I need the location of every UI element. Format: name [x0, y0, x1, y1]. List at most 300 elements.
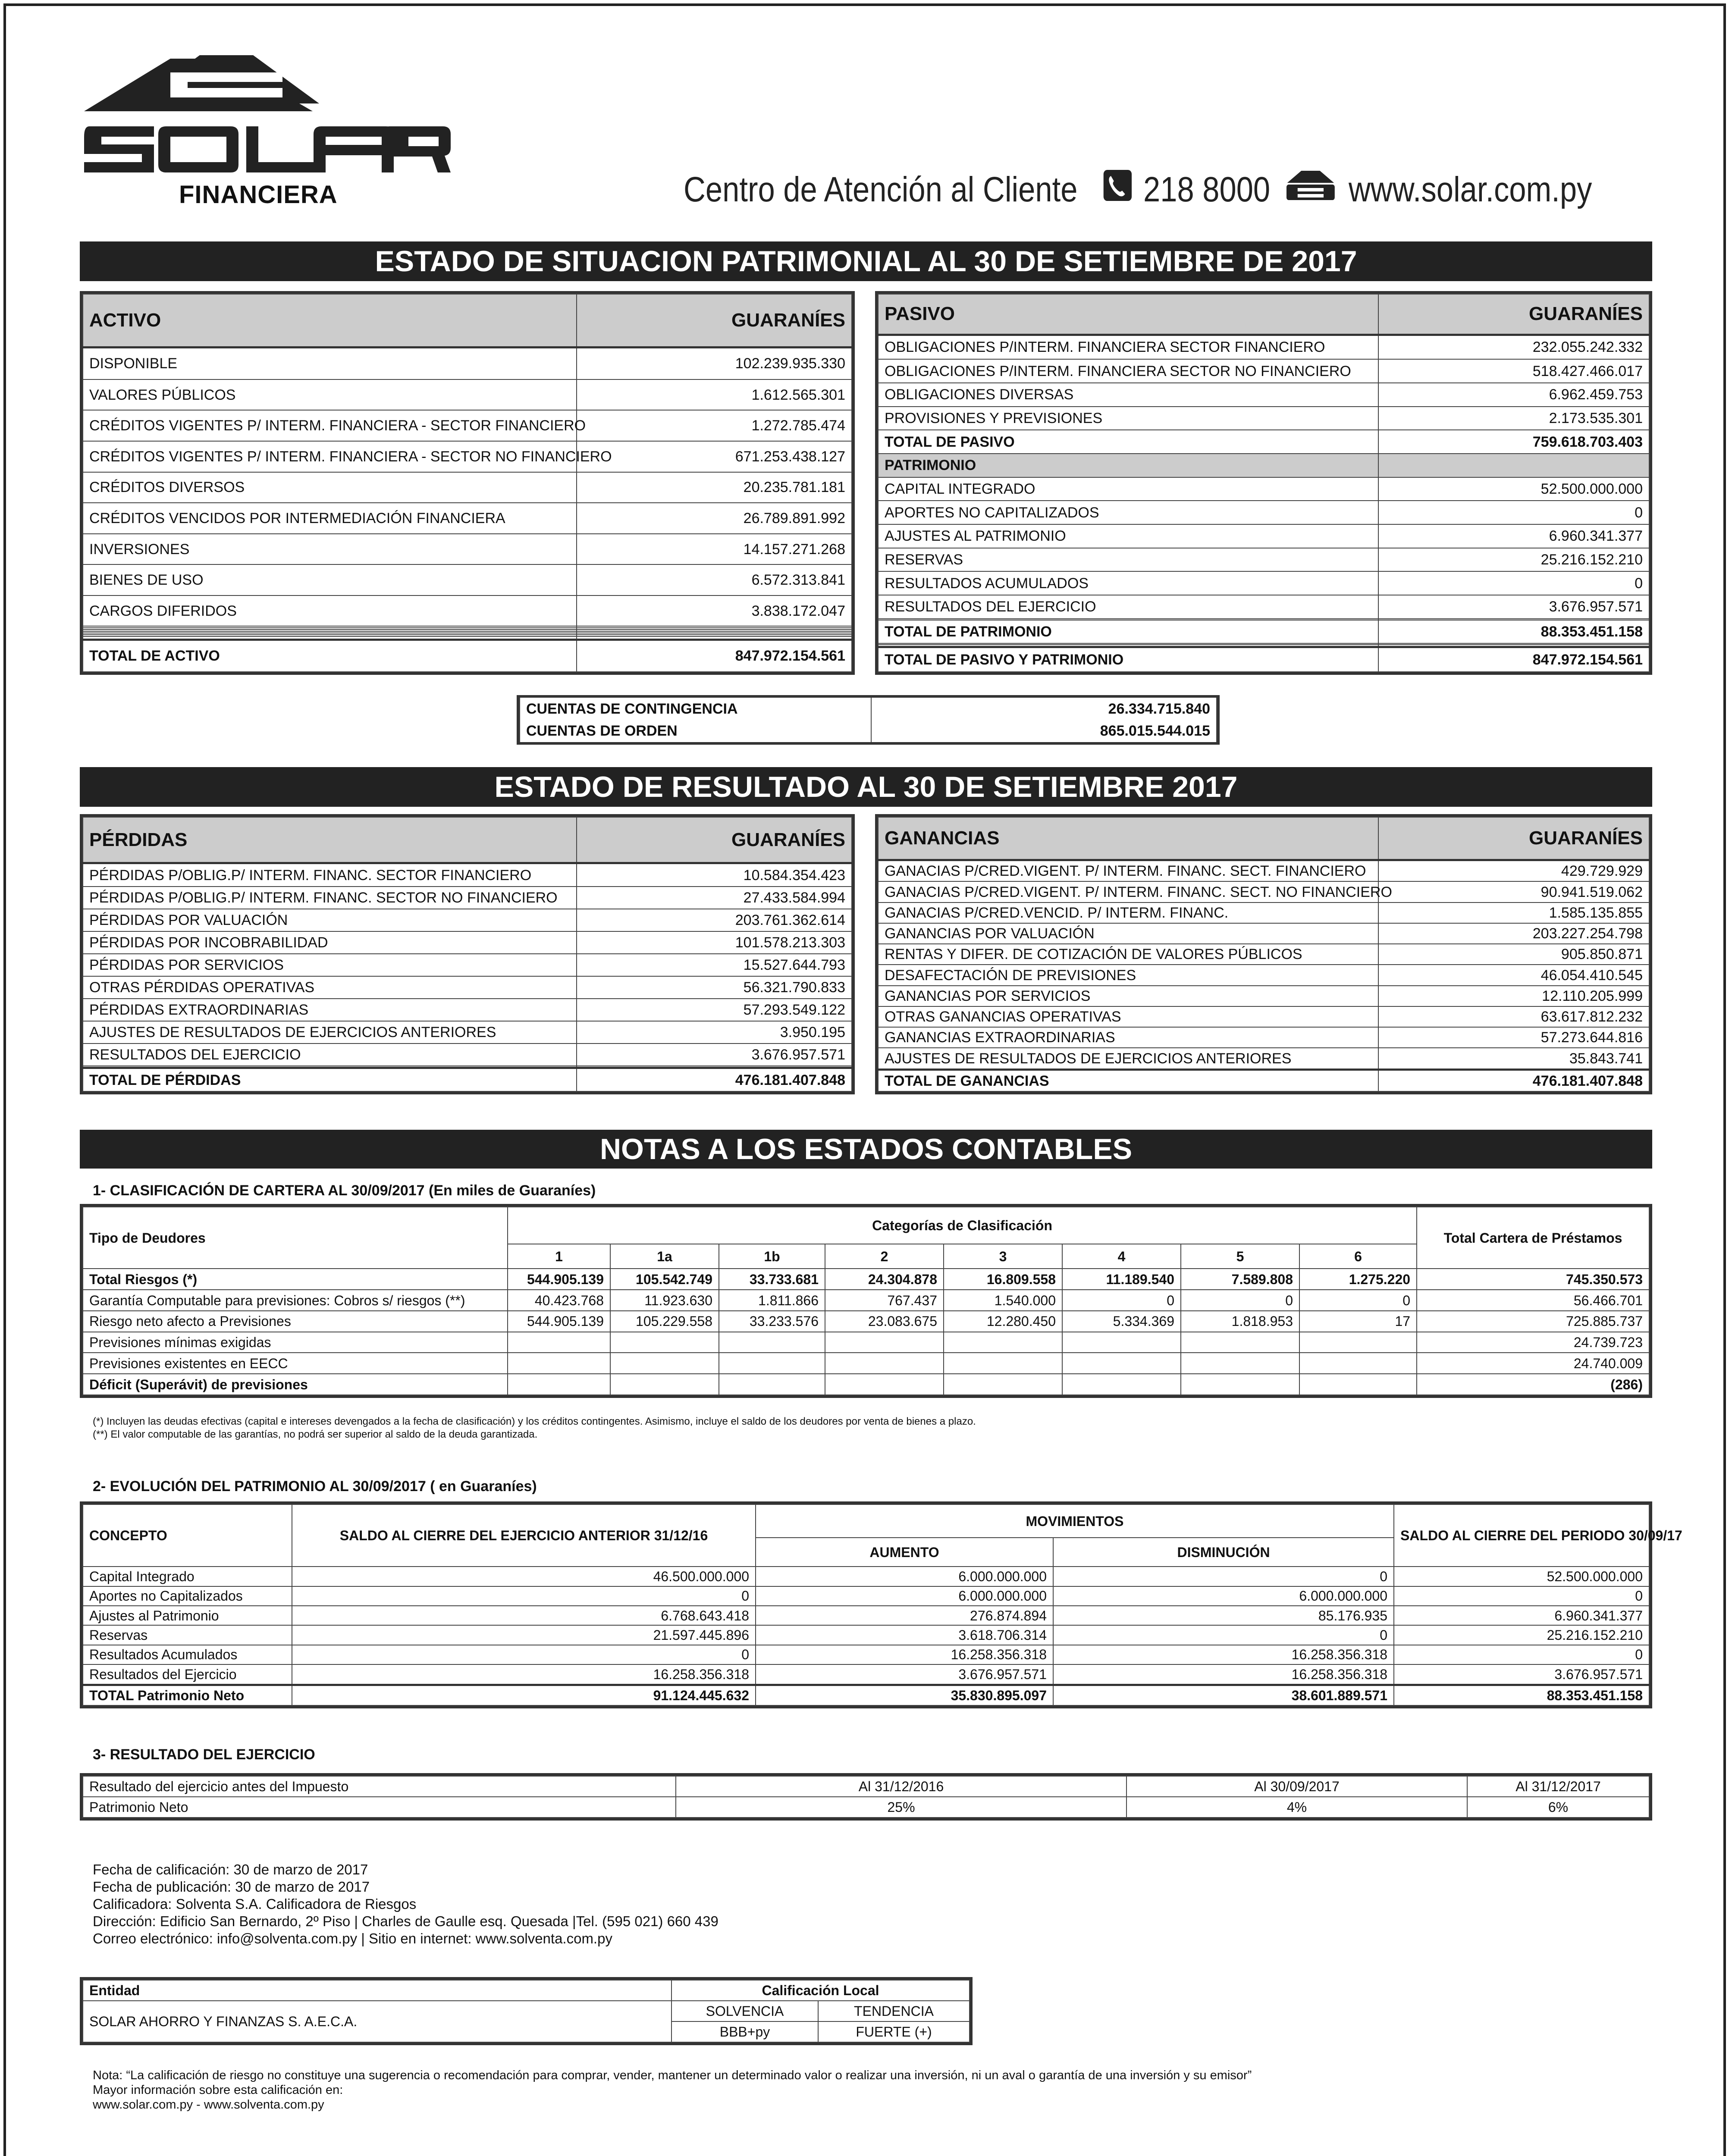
total-row [83, 1685, 1649, 1705]
table-row [83, 564, 852, 595]
row-value: 46.054.410.545 [1378, 965, 1649, 985]
row-label: OBLIGACIONES DIVERSAS [878, 383, 1378, 407]
ejercicio-label-2: Patrimonio Neto [83, 1797, 676, 1818]
row-value [1181, 1332, 1299, 1353]
table-row [83, 347, 852, 379]
total-label: TOTAL Patrimonio Neto [83, 1685, 292, 1705]
row-value: 20.235.781.181 [577, 472, 852, 503]
balance-title-banner [80, 241, 1652, 281]
cartera-footnote-2: (**) El valor computable de las garantías, no podrá ser superior al saldo de la deuda garantizada. [93, 1429, 538, 1440]
table-row [878, 477, 1649, 501]
row-value: 16.809.558 [944, 1269, 1062, 1290]
row-label: OBLIGACIONES P/INTERM. FINANCIERA SECTOR FINANCIERO [878, 335, 1378, 359]
row-value: 7.589.808 [1181, 1269, 1299, 1290]
total-value: 847.972.154.561 [577, 639, 852, 672]
table-row [83, 887, 852, 909]
row-value: 6.000.000.000 [1053, 1586, 1394, 1606]
table-row [83, 1269, 1649, 1290]
row-value: 0 [292, 1586, 756, 1606]
resultado-title-banner [80, 767, 1652, 807]
calif-col-local: Calificación Local [671, 1980, 970, 2001]
ganancias-currency: GUARANÍES [1378, 817, 1649, 860]
row-value: 1.540.000 [944, 1290, 1062, 1311]
pasivo-currency: GUARANÍES [1378, 294, 1649, 335]
signature-block [1294, 2152, 1535, 2156]
solar-house-icon [84, 51, 451, 180]
cuenta-label: CUENTAS DE ORDEN [520, 720, 871, 743]
row-value: 1.811.866 [719, 1290, 825, 1311]
patrimonio-title: 2- EVOLUCIÓN DEL PATRIMONIO AL 30/09/2017 ( en Guaraníes) [93, 1478, 537, 1495]
contact-label: Centro de Atención al Cliente [684, 170, 1078, 209]
total-value: 88.353.451.158 [1394, 1685, 1649, 1705]
row-value: 0 [1378, 571, 1649, 595]
row-value: 0 [1181, 1290, 1299, 1311]
row-value: 88.353.451.158 [1378, 620, 1649, 644]
row-value [610, 1332, 719, 1353]
nota-line: www.solar.com.py - www.solventa.com.py [93, 2098, 324, 2112]
row-label: Resultados Acumulados [83, 1645, 292, 1664]
table-row [878, 524, 1649, 548]
row-label: TOTAL DE PASIVO [878, 430, 1378, 454]
brand-subtitle: FINANCIERA [179, 181, 338, 209]
row-label: AJUSTES DE RESULTADOS DE EJERCICIOS ANTERIORES [83, 1021, 577, 1044]
cartera-footnote-1: (*) Incluyen las deudas efectivas (capital e intereses devengados a la fecha de clasificación) y los créditos contingentes. Asimismo, incluye el saldo de los deudores por venta de bienes a plazo. [93, 1416, 976, 1427]
calif-col-solvencia: SOLVENCIA [671, 2001, 818, 2021]
category-header: 1a [610, 1244, 719, 1269]
row-value: 1.275.220 [1299, 1269, 1417, 1290]
table-row [83, 1374, 1649, 1395]
table-row [83, 976, 852, 999]
cuenta-label: CUENTAS DE CONTINGENCIA [520, 698, 871, 720]
activo-header: ACTIVO [83, 294, 577, 347]
table-row [878, 965, 1649, 985]
category-header: 4 [1062, 1244, 1181, 1269]
handwritten-signature-3 [983, 2152, 1156, 2156]
row-label: DISPONIBLE [83, 347, 577, 379]
total-row [83, 639, 852, 672]
table-row [878, 923, 1649, 944]
table-row [83, 1645, 1649, 1664]
row-label: PROVISIONES Y PREVISIONES [878, 407, 1378, 430]
cuentas-table [517, 695, 1220, 745]
row-value: 11.923.630 [610, 1290, 719, 1311]
ejercicio-period-2: Al 30/09/2017 [1126, 1776, 1467, 1797]
row-label: AJUSTES AL PATRIMONIO [878, 524, 1378, 548]
row-value: 6.960.341.377 [1378, 524, 1649, 548]
activo-currency: GUARANÍES [577, 294, 852, 347]
row-value: 24.304.878 [825, 1269, 944, 1290]
row-value: 10.584.354.423 [577, 863, 852, 887]
patrimonio-col-saldo-ant: SALDO AL CIERRE DEL EJERCICIO ANTERIOR 31/12/16 [292, 1504, 756, 1567]
row-label: Riesgo neto afecto a Previsiones [83, 1311, 508, 1332]
row-label: INVERSIONES [83, 534, 577, 565]
total-value: 91.124.445.632 [292, 1685, 756, 1705]
row-value: 101.578.213.303 [577, 931, 852, 954]
row-label: PÉRDIDAS POR VALUACIÓN [83, 909, 577, 931]
row-value: 759.618.703.403 [1378, 430, 1649, 454]
row-value: 6.000.000.000 [756, 1586, 1053, 1606]
row-value: 3.838.172.047 [577, 595, 852, 627]
row-label: TOTAL DE PATRIMONIO [878, 620, 1378, 644]
row-value: 11.189.540 [1062, 1269, 1181, 1290]
row-value: 46.500.000.000 [292, 1567, 756, 1586]
table-row [83, 1625, 1649, 1645]
table-row [878, 944, 1649, 965]
total-row [878, 1070, 1649, 1091]
row-value [508, 1332, 610, 1353]
calificacion-info [93, 1861, 719, 1947]
row-label: CRÉDITOS VIGENTES P/ INTERM. FINANCIERA - SECTOR FINANCIERO [83, 410, 577, 441]
row-value: 52.500.000.000 [1394, 1567, 1649, 1586]
row-value: 0 [292, 1645, 756, 1664]
row-value: 35.843.741 [1378, 1048, 1649, 1069]
row-value: 52.500.000.000 [1378, 477, 1649, 501]
row-value: 90.941.519.062 [1378, 881, 1649, 902]
row-label: PÉRDIDAS P/OBLIG.P/ INTERM. FINANC. SECTOR NO FINANCIERO [83, 887, 577, 909]
table-row [83, 1290, 1649, 1311]
row-value: 33.733.681 [719, 1269, 825, 1290]
handwritten-signature-2 [625, 2152, 806, 2156]
row-label: GANACIAS P/CRED.VIGENT. P/ INTERM. FINANC. SECT. FINANCIERO [878, 860, 1378, 881]
row-label: AJUSTES DE RESULTADOS DE EJERCICIOS ANTERIORES [878, 1048, 1378, 1069]
total-row [878, 647, 1649, 672]
row-value [944, 1332, 1062, 1353]
row-value: 0 [1378, 501, 1649, 524]
row-value: 16.258.356.318 [1053, 1645, 1394, 1664]
table-row [83, 1021, 852, 1044]
row-value: 16.258.356.318 [1053, 1664, 1394, 1685]
calif-col-entidad: Entidad [83, 1980, 671, 2001]
row-value: 85.176.935 [1053, 1606, 1394, 1625]
cuenta-value: 26.334.715.840 [871, 698, 1217, 720]
table-row [83, 1586, 1649, 1606]
table-row [878, 501, 1649, 524]
row-value: 1.612.565.301 [577, 379, 852, 411]
row-label: OBLIGACIONES P/INTERM. FINANCIERA SECTOR NO FINANCIERO [878, 359, 1378, 383]
row-value: 14.157.271.268 [577, 534, 852, 565]
table-row [83, 1311, 1649, 1332]
row-value: 767.437 [825, 1290, 944, 1311]
category-header: 5 [1181, 1244, 1299, 1269]
row-label: PATRIMONIO [878, 454, 1378, 477]
row-value: 57.273.644.816 [1378, 1027, 1649, 1048]
table-row [878, 595, 1649, 619]
row-value: 544.905.139 [508, 1311, 610, 1332]
row-label: RESULTADOS DEL EJERCICIO [83, 1044, 577, 1066]
row-label: GANACIAS P/CRED.VIGENT. P/ INTERM. FINANC. SECT. NO FINANCIERO [878, 881, 1378, 902]
total-value: 847.972.154.561 [1378, 647, 1649, 672]
table-row [83, 636, 852, 639]
row-total: 56.466.701 [1417, 1290, 1649, 1311]
row-label: PÉRDIDAS POR INCOBRABILIDAD [83, 931, 577, 954]
row-value [719, 1353, 825, 1374]
table-row [83, 954, 852, 976]
row-total: 725.885.737 [1417, 1311, 1649, 1332]
row-value [719, 1374, 825, 1395]
category-header: 3 [944, 1244, 1062, 1269]
table-row [83, 595, 852, 627]
row-label [83, 636, 577, 639]
row-value [825, 1374, 944, 1395]
pasivo-table [875, 291, 1652, 675]
row-value [825, 1353, 944, 1374]
table-row [878, 335, 1649, 359]
cartera-col-tipo: Tipo de Deudores [83, 1207, 508, 1269]
row-label: Resultados del Ejercicio [83, 1664, 292, 1685]
row-value: 671.253.438.127 [577, 441, 852, 472]
row-value: 17 [1299, 1311, 1417, 1332]
row-value: 3.676.957.571 [1378, 595, 1649, 619]
row-value: 3.676.957.571 [577, 1044, 852, 1066]
resultado-title: ESTADO DE RESULTADO AL 30 DE SETIEMBRE 2017 [494, 771, 1238, 803]
row-label: RESULTADOS DEL EJERCICIO [878, 595, 1378, 619]
row-value [1299, 1353, 1417, 1374]
row-label: PÉRDIDAS EXTRAORDINARIAS [83, 999, 577, 1021]
table-row [878, 903, 1649, 923]
handwritten-signature-4 [1324, 2152, 1505, 2156]
row-value [508, 1374, 610, 1395]
table-row [83, 1332, 1649, 1353]
cartera-table [80, 1204, 1652, 1398]
total-value: 476.181.407.848 [1378, 1070, 1649, 1091]
calif-entidad: SOLAR AHORRO Y FINANZAS S. A.E.C.A. [83, 2001, 671, 2042]
row-value: 21.597.445.896 [292, 1625, 756, 1645]
perdidas-table [80, 814, 855, 1094]
table-row [83, 863, 852, 887]
row-value: 15.527.644.793 [577, 954, 852, 976]
row-value [944, 1353, 1062, 1374]
calificacion-line: Fecha de publicación: 30 de marzo de 2017 [93, 1879, 370, 1895]
row-total: 24.739.723 [1417, 1332, 1649, 1353]
category-header: 1b [719, 1244, 825, 1269]
contact-phone[interactable]: 218 8000 [1143, 170, 1271, 209]
row-value [610, 1353, 719, 1374]
solar-logo [84, 51, 451, 215]
total-value: 35.830.895.097 [756, 1685, 1053, 1705]
notas-title-banner [80, 1130, 1652, 1169]
table-row [878, 1006, 1649, 1027]
phone-icon [1103, 169, 1133, 210]
ejercicio-value-3: 6% [1467, 1797, 1649, 1818]
row-value [1062, 1332, 1181, 1353]
table-row [878, 881, 1649, 902]
nota-line: Nota: “La calificación de riesgo no constituye una sugerencia o recomendación para comprar, vender, mantener un determinado valor o realizar una inversión, ni un aval o garantía de una inversión y su emisor” [93, 2068, 1252, 2082]
row-label: CRÉDITOS DIVERSOS [83, 472, 577, 503]
row-value [610, 1374, 719, 1395]
row-value [508, 1353, 610, 1374]
table-row [878, 383, 1649, 407]
nota-line: Mayor información sobre esta calificación en: [93, 2083, 343, 2097]
row-label: PÉRDIDAS P/OBLIG.P/ INTERM. FINANC. SECTOR FINANCIERO [83, 863, 577, 887]
row-label: RESERVAS [878, 548, 1378, 572]
row-label: Aportes no Capitalizados [83, 1586, 292, 1606]
row-total: 24.740.009 [1417, 1353, 1649, 1374]
table-row [878, 1048, 1649, 1069]
row-value: 3.676.957.571 [1394, 1664, 1649, 1685]
row-label: RENTAS Y DIFER. DE COTIZACIÓN DE VALORES PÚBLICOS [878, 944, 1378, 965]
calificacion-line: Calificadora: Solventa S.A. Calificadora de Riesgos [93, 1896, 417, 1912]
table-row [83, 1664, 1649, 1685]
row-value: 23.083.675 [825, 1311, 944, 1332]
row-label: Déficit (Superávit) de previsiones [83, 1374, 508, 1395]
table-row [878, 548, 1649, 572]
table-row [878, 454, 1649, 477]
row-value: 0 [1299, 1290, 1417, 1311]
table-row [878, 430, 1649, 454]
row-label: Ajustes al Patrimonio [83, 1606, 292, 1625]
row-label: GANACIAS P/CRED.VENCID. P/ INTERM. FINANC. [878, 903, 1378, 923]
row-value: 105.542.749 [610, 1269, 719, 1290]
signature-block [949, 2152, 1190, 2156]
row-label: Total Riesgos (*) [83, 1269, 508, 1290]
calificacion-nota [93, 2068, 1252, 2112]
cartera-col-total: Total Cartera de Préstamos [1417, 1207, 1649, 1269]
row-value: 3.950.195 [577, 1021, 852, 1044]
calificacion-line: Correo electrónico: info@solventa.com.py | Sitio en internet: www.solventa.com.py [93, 1930, 612, 1946]
perdidas-header: PÉRDIDAS [83, 817, 577, 863]
row-label: GANANCIAS EXTRAORDINARIAS [878, 1027, 1378, 1048]
total-label: TOTAL DE GANANCIAS [878, 1070, 1378, 1091]
row-label: GANANCIAS POR VALUACIÓN [878, 923, 1378, 944]
row-value: 25.216.152.210 [1378, 548, 1649, 572]
row-value [1181, 1374, 1299, 1395]
row-value: 33.233.576 [719, 1311, 825, 1332]
table-row [83, 534, 852, 565]
row-label: BIENES DE USO [83, 564, 577, 595]
ganancias-header: GANANCIAS [878, 817, 1378, 860]
calificacion-table [80, 1977, 973, 2045]
row-value: 12.110.205.999 [1378, 986, 1649, 1006]
patrimonio-table [80, 1501, 1682, 1708]
row-value: 544.905.139 [508, 1269, 610, 1290]
row-value: 1.272.785.474 [577, 410, 852, 441]
row-value: 6.000.000.000 [756, 1567, 1053, 1586]
row-value: 6.962.459.753 [1378, 383, 1649, 407]
row-value: 56.321.790.833 [577, 976, 852, 999]
table-row [83, 441, 852, 472]
balance-title: ESTADO DE SITUACION PATRIMONIAL AL 30 DE SETIEMBRE DE 2017 [375, 245, 1357, 278]
table-row [878, 860, 1649, 881]
table-row [878, 620, 1649, 644]
row-value: 0 [1394, 1586, 1649, 1606]
calificacion-line: Fecha de calificación: 30 de marzo de 2017 [93, 1861, 368, 1877]
table-row [83, 1567, 1649, 1586]
row-value: 1.818.953 [1181, 1311, 1299, 1332]
pasivo-header: PASIVO [878, 294, 1378, 335]
category-header: 2 [825, 1244, 944, 1269]
table-row [83, 379, 852, 411]
signature-block [267, 2152, 509, 2156]
solar-small-icon [1286, 169, 1335, 210]
table-row [878, 407, 1649, 430]
row-value: 0 [1053, 1625, 1394, 1645]
activo-table [80, 291, 855, 675]
row-label: Reservas [83, 1625, 292, 1645]
row-label: VALORES PÚBLICOS [83, 379, 577, 411]
row-label: Capital Integrado [83, 1567, 292, 1586]
ejercicio-value-1: 25% [676, 1797, 1126, 1818]
table-row [83, 999, 852, 1021]
table-row [83, 1044, 852, 1066]
table-row [83, 472, 852, 503]
notas-title: NOTAS A LOS ESTADOS CONTABLES [599, 1133, 1133, 1166]
row-label: GANANCIAS POR SERVICIOS [878, 986, 1378, 1006]
row-label: DESAFECTACIÓN DE PREVISIONES [878, 965, 1378, 985]
patrimonio-col-aumento: AUMENTO [756, 1538, 1053, 1567]
row-label: PÉRDIDAS POR SERVICIOS [83, 954, 577, 976]
table-row [878, 986, 1649, 1006]
contact-website[interactable]: www.solar.com.py [1349, 170, 1592, 209]
row-value: 203.761.362.614 [577, 909, 852, 931]
patrimonio-col-saldo-fin: SALDO AL CIERRE DEL PERIODO 30/09/17 [1394, 1504, 1649, 1567]
row-value: 40.423.768 [508, 1290, 610, 1311]
row-label: CRÉDITOS VIGENTES P/ INTERM. FINANCIERA - SECTOR NO FINANCIERO [83, 441, 577, 472]
row-value [1299, 1332, 1417, 1353]
table-row [878, 359, 1649, 383]
row-value: 57.293.549.122 [577, 999, 852, 1021]
calificacion-line: Dirección: Edificio San Bernardo, 2º Piso | Charles de Gaulle esq. Quesada |Tel. (595 021) 660 439 [93, 1913, 719, 1929]
row-value: 429.729.929 [1378, 860, 1649, 881]
row-label: Previsiones mínimas exigidas [83, 1332, 508, 1353]
table-row [83, 909, 852, 931]
row-value [1378, 454, 1649, 477]
row-value: 12.280.450 [944, 1311, 1062, 1332]
row-label: CARGOS DIFERIDOS [83, 595, 577, 627]
row-value: 102.239.935.330 [577, 347, 852, 379]
ganancias-table [875, 814, 1652, 1094]
cuenta-row [520, 698, 1217, 720]
total-value: 476.181.407.848 [577, 1068, 852, 1091]
row-total: (286) [1417, 1374, 1649, 1395]
table-row [83, 503, 852, 534]
table-row [83, 931, 852, 954]
total-label: TOTAL DE PÉRDIDAS [83, 1068, 577, 1091]
ejercicio-period-1: Al 31/12/2016 [676, 1776, 1126, 1797]
table-row [878, 571, 1649, 595]
category-header: 6 [1299, 1244, 1417, 1269]
cartera-title: 1- CLASIFICACIÓN DE CARTERA AL 30/09/2017 (En miles de Guaraníes) [93, 1182, 596, 1199]
row-value: 27.433.584.994 [577, 887, 852, 909]
row-value: 2.173.535.301 [1378, 407, 1649, 430]
row-value: 6.768.643.418 [292, 1606, 756, 1625]
row-value [825, 1332, 944, 1353]
row-label: CAPITAL INTEGRADO [878, 477, 1378, 501]
row-value: 3.618.706.314 [756, 1625, 1053, 1645]
row-value: 25.216.152.210 [1394, 1625, 1649, 1645]
row-value: 1.585.135.855 [1378, 903, 1649, 923]
row-value: 518.427.466.017 [1378, 359, 1649, 383]
row-label: OTRAS PÉRDIDAS OPERATIVAS [83, 976, 577, 999]
ejercicio-title: 3- RESULTADO DEL EJERCICIO [93, 1746, 315, 1763]
ejercicio-value-2: 4% [1126, 1797, 1467, 1818]
handwritten-signature-1 [302, 2152, 474, 2156]
signature-block [595, 2152, 837, 2156]
ejercicio-period-3: Al 31/12/2017 [1467, 1776, 1649, 1797]
category-header: 1 [508, 1244, 610, 1269]
row-label: OTRAS GANANCIAS OPERATIVAS [878, 1006, 1378, 1027]
contact-bar [684, 166, 1632, 213]
row-value [1299, 1374, 1417, 1395]
row-label: RESULTADOS ACUMULADOS [878, 571, 1378, 595]
patrimonio-col-concepto: CONCEPTO [83, 1504, 292, 1567]
row-value: 26.789.891.992 [577, 503, 852, 534]
row-value: 0 [1053, 1567, 1394, 1586]
row-value [944, 1374, 1062, 1395]
row-value: 16.258.356.318 [756, 1645, 1053, 1664]
row-value: 6.960.341.377 [1394, 1606, 1649, 1625]
row-value: 3.676.957.571 [756, 1664, 1053, 1685]
row-value: 276.874.894 [756, 1606, 1053, 1625]
